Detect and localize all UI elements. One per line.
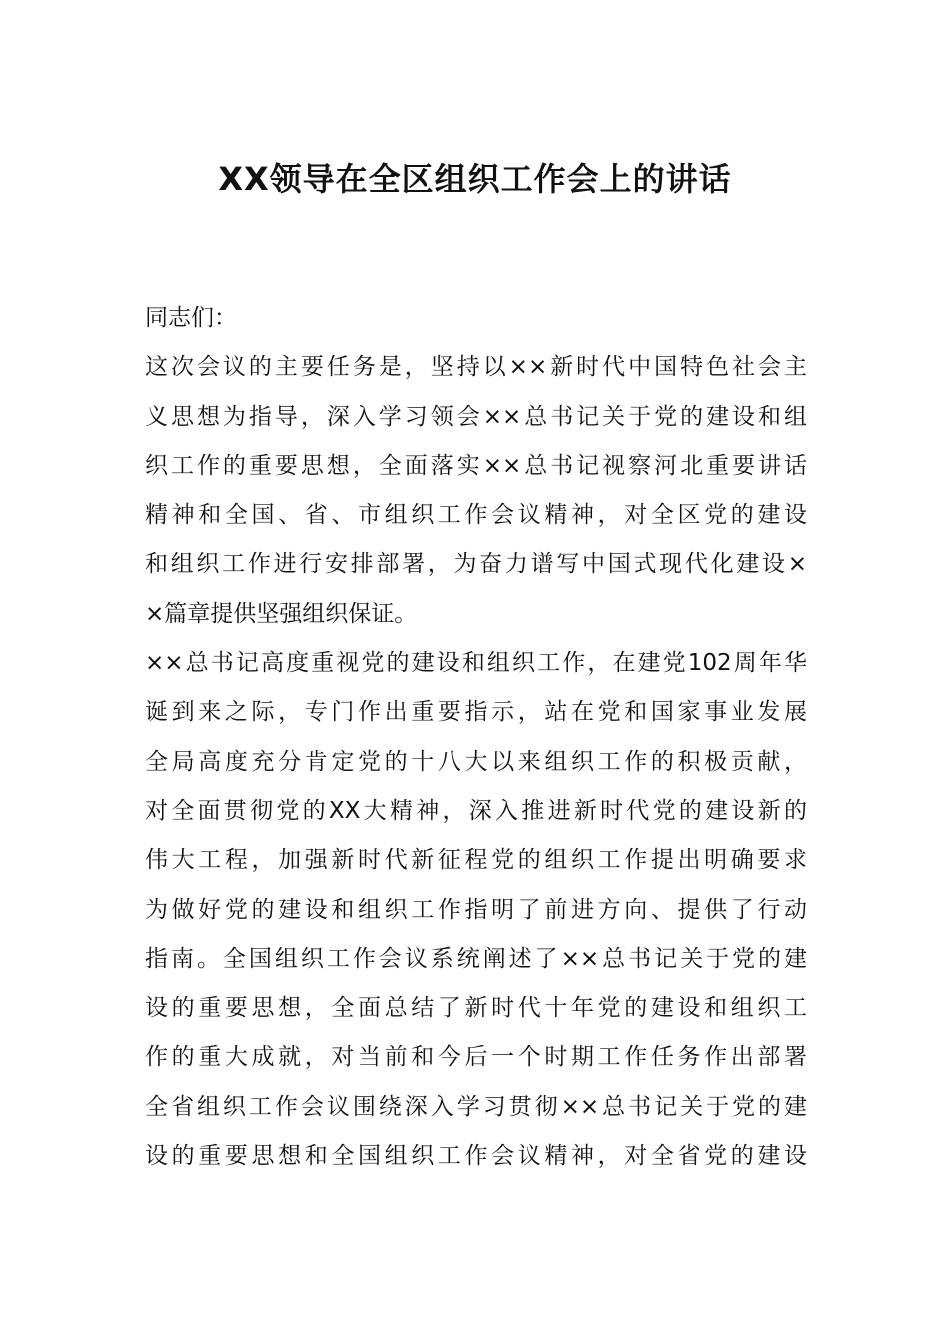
text-line: 设的重要思想，全面总结了新时代十年党的建设和组织工 [145,995,807,1022]
text-line: 义思想为指导，深入学习领会××总书记关于党的建设和组 [145,403,807,430]
text-line: 这次会议的主要任务是，坚持以××新时代中国特色社会主 [145,354,807,381]
text-line: 全局高度充分肯定党的十八大以来组织工作的积极贡献， [145,748,807,775]
text-line: 指南。全国组织工作会议系统阐述了××总书记关于党的建 [145,945,807,972]
text-line: 诞到来之际，专门作出重要指示，站在党和国家事业发展 [145,699,807,726]
text-line: 精神和全国、省、市组织工作会议精神，对全区党的建设 [145,502,807,529]
text-line: 伟大工程，加强新时代新征程党的组织工作提出明确要求 [145,847,807,874]
text-line: 作的重大成就，对当前和今后一个时期工作任务作出部署 [145,1044,807,1071]
text-line: 为做好党的建设和组织工作指明了前进方向、提供了行动 [145,896,807,923]
text-line: 织工作的重要思想，全面落实××总书记视察河北重要讲话 [145,452,807,479]
salutation-line: 同志们： [145,305,237,331]
text-line: ×篇章提供坚强组织保证。 [145,600,418,627]
text-line: 和组织工作进行安排部署，为奋力谱写中国式现代化建设× [145,551,807,578]
document-body [145,294,807,1181]
text-line: ××总书记高度重视党的建设和组织工作，在建党102周年华 [145,650,807,677]
text-line: 全省组织工作会议围绕深入学习贯彻××总书记关于党的建 [145,1093,807,1120]
text-line: 设的重要思想和全国组织工作会议精神，对全省党的建设 [145,1143,807,1170]
document-title: XX领导在全区组织工作会上的讲话 [218,160,732,198]
text-line: 对全面贯彻党的XX大精神，深入推进新时代党的建设新的 [145,797,807,824]
